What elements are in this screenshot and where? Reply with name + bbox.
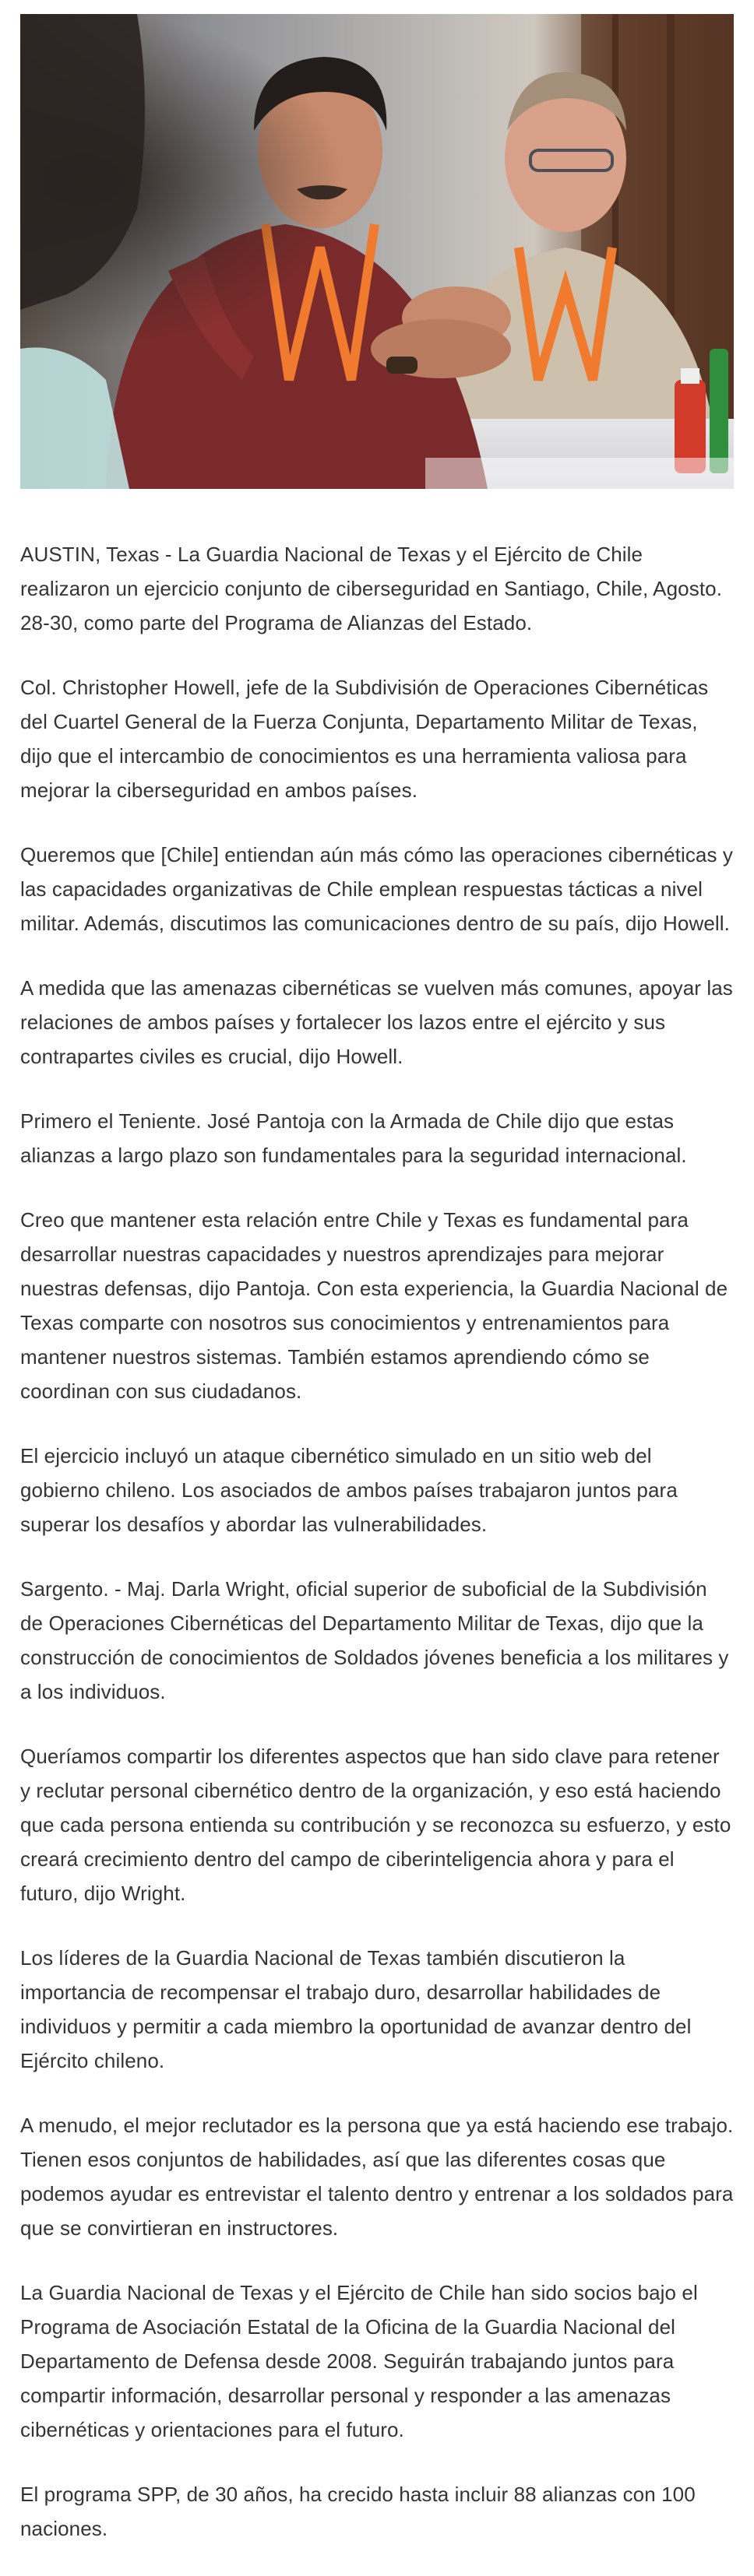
paragraph-13: El programa SPP, de 30 años, ha crecido hasta incluir 88 alianzas con 100 naciones. [20,2483,696,2540]
paragraph-9: Queríamos compartir los diferentes aspectos que han sido clave para retener y reclutar personal cibernético dentro de la organización, y eso está haciendo que cada persona entienda su contribución y se reconozca su esfuerzo, y esto creará crecimiento dentro del campo de ciberinteligencia ahora y para el futuro, dijo Wright. [20,1745,731,1905]
paragraph-10: Los líderes de la Guardia Nacional de Texas también discutieron la importancia de recompensar el trabajo duro, desarrollar habilidades de individuos y permitir a cada miembro la oportunidad de avanzar dentro del Ejército chileno. [20,1946,692,2072]
paragraph-6: Creo que mantener esta relación entre Chile y Texas es fundamental para desarrollar nuestras capacidades y nuestros aprendizajes para mejorar nuestras defensas, dijo Pantoja. Con esta experiencia, la Guardia Nacional de Texas comparte con nosotros sus conocimientos y entrenamientos para mantener nuestros sistemas. También estamos aprendiendo cómo se coordinan con sus ciudadanos. [20,1208,728,1403]
paragraph-7: El ejercicio incluyó un ataque cibernético simulado en un sitio web del gobierno chileno. Los asociados de ambos países trabajaron juntos para superar los desafíos y abordar las vulnerabilidades. [20,1444,678,1536]
paragraph-3: Queremos que [Chile] entiendan aún más cómo las operaciones cibernéticas y las capacidades organizativas de Chile emplean respuestas tácticas a nivel militar. Además, discutimos las comunicaciones dentro de su país, dijo Howell. [20,843,734,935]
paragraph-5: Primero el Teniente. José Pantoja con la Armada de Chile dijo que estas alianzas a largo plazo son fundamentales para la seguridad internacional. [20,1109,687,1167]
article-body [20,537,734,2576]
paragraph-8: Sargento. - Maj. Darla Wright, oficial superior de suboficial de la Subdivisión de Operaciones Cibernéticas del Departamento Militar de Texas, dijo que la construcción de conocimientos de Soldados jóvenes beneficia a los militares y a los individuos. [20,1577,729,1703]
photo-illustration [20,14,734,489]
paragraph-2: Col. Christopher Howell, jefe de la Subdivisión de Operaciones Cibernéticas del Cuartel General de la Fuerza Conjunta, Departamento Militar de Texas, dijo que el intercambio de conocimientos es una herramienta valiosa para mejorar la ciberseguridad en ambos países. [20,676,709,802]
paragraph-4: A medida que las amenazas cibernéticas se vuelven más comunes, apoyar las relaciones de ambos países y fortalecer los lazos entre el ejército y sus contrapartes civiles es crucial, dijo Howell. [20,976,733,1068]
paragraph-12: La Guardia Nacional de Texas y el Ejército de Chile han sido socios bajo el Programa de Asociación Estatal de la Oficina de la Guardia Nacional del Departamento de Defensa desde 2008. Seguirán trabajando juntos para compartir información, desarrollar personal y responder a las amenazas cibernéticas y orientaciones para el futuro. [20,2281,698,2441]
paragraph-1: AUSTIN, Texas - La Guardia Nacional de Texas y el Ejército de Chile realizaron un ejercicio conjunto de ciberseguridad en Santiago, Chile, Agosto. 28-30, como parte del Programa de Alianzas del Estado. [20,543,723,634]
hero-photo [20,14,734,489]
paragraph-11: A menudo, el mejor reclutador es la persona que ya está haciendo ese trabajo. Tienen esos conjuntos de habilidades, así que las diferentes cosas que podemos ayudar es entrevistar el talento dentro y entrenar a los soldados para que se convirtieran en instructores. [20,2114,734,2240]
